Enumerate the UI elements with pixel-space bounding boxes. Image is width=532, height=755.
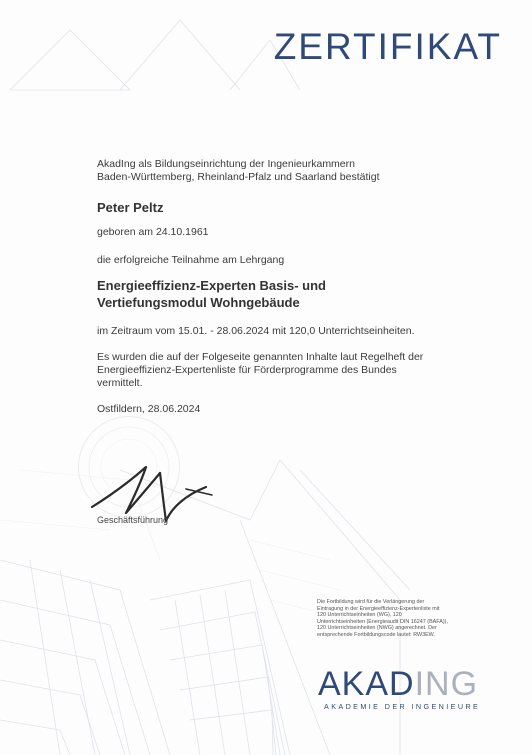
intro-text [97,158,477,184]
logo-tagline: AKADEMIE DER INGENIEURE [324,702,481,711]
intro-line-2: Baden-Württemberg, Rheinland-Pfalz und Saarland bestätigt [97,171,380,183]
signature-label: Geschäftsführung [97,515,169,525]
course-title [97,277,457,311]
course-period-line: im Zeitraum vom 15.01. - 28.06.2024 mit 120,0 Unterrichtseinheiten. [97,325,415,337]
content-line-3: vermittelt. [97,377,143,389]
intro-line-1: AkadIng als Bildungseinrichtung der Ingenieurkammern [97,158,355,170]
footnote-text [317,599,467,639]
content-line-2: Energieeffizienz-Expertenliste für Förderprogramme des Bundes [97,364,397,376]
course-content-text [97,351,467,390]
logo-secondary: ING [414,665,479,703]
place-and-date: Ostfildern, 28.06.2024 [97,403,201,415]
footnote-line-2: Eintragung in der Energieeffizienz-Expertenliste mit [317,605,440,612]
footnote-line-1: Die Fortbildung wird für die Verlängerung der [317,599,425,605]
footnote-line-5: 120 Unterrichtseinheiten (NWG) angerechnet. Der [317,625,437,632]
footnote-line-6: entsprechende Fortbildungscode lautet: RW3EW. [317,631,435,638]
logo-wordmark [318,665,480,704]
participation-line: die erfolgreiche Teilnahme am Lehrgang [97,254,285,266]
content-line-1: Es wurden die auf der Folgeseite genannten Inhalte laut Regelheft der [97,351,424,363]
footnote-line-3: 120 Unterrichtseinheiten (WG), 120 [317,612,402,619]
recipient-name: Peter Peltz [97,200,164,215]
birth-date-line: geboren am 24.10.1961 [97,226,209,238]
akading-logo [318,665,480,711]
course-title-line-2: Vertiefungsmodul Wohngebäude [97,295,300,310]
course-title-line-1: Energieeffizienz-Experten Basis- und [97,278,326,293]
logo-primary: AKAD [318,665,415,703]
certificate-title: ZERTIFIKAT [273,26,502,67]
footnote-line-4: Unterrichtseinheiten (Energieaudit DIN 16247 (BAFA)), [317,618,448,625]
